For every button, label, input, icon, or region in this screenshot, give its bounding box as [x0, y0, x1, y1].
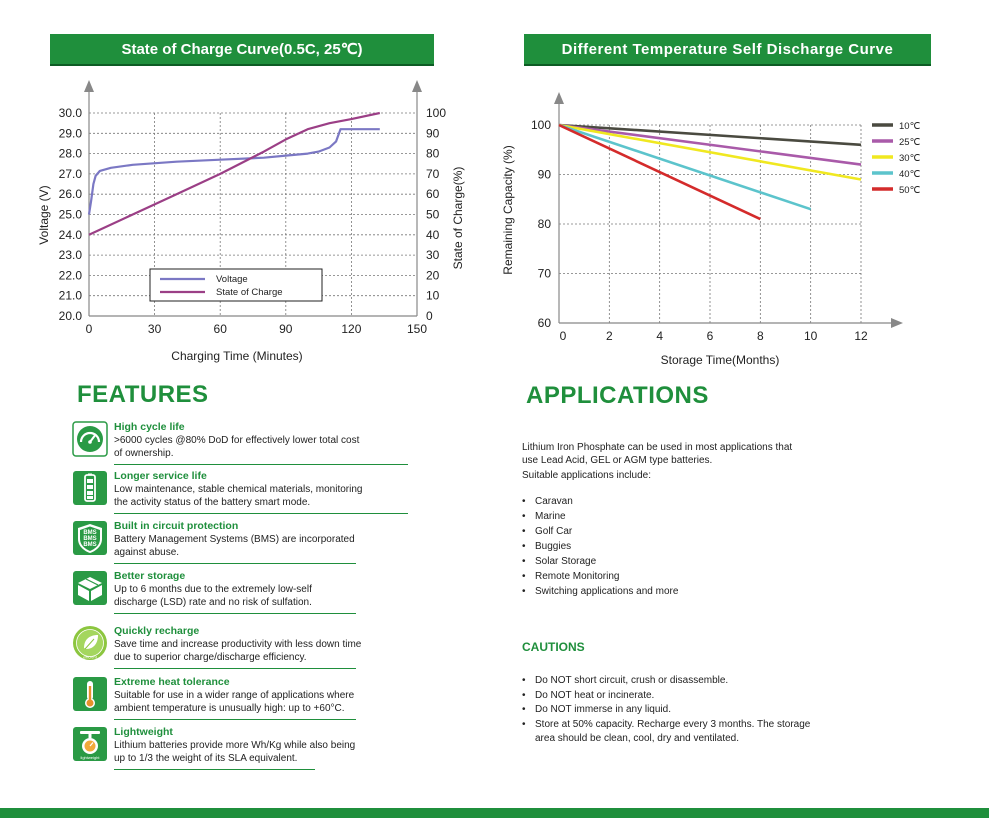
y-left-tick-label: 29.0: [58, 126, 82, 141]
y-tick-label: 90: [537, 167, 551, 182]
y-right-tick-label: 100: [426, 106, 447, 120]
feature-description: [114, 638, 399, 664]
feature-description-line: Low maintenance, stable chemical materials, monitoring: [114, 484, 363, 495]
y-right-tick-label: 50: [426, 207, 440, 222]
feature-description-line: discharge (LSD) rate and no risk of sulfation.: [114, 597, 312, 608]
x-tick-label: 4: [656, 329, 664, 343]
feature-description-line: Suitable for use in a wider range of applications where: [114, 690, 355, 701]
list-item: • Do NOT short circuit, crush or disassemble.: [522, 674, 822, 689]
legend-label: 30℃: [899, 153, 921, 164]
intro-line: use Lead Acid, GEL or AGM type batteries.: [522, 454, 713, 466]
feature-divider: [114, 719, 356, 720]
leaf-icon: [72, 625, 108, 661]
bms-shield-icon: [72, 520, 108, 556]
feature-description-line: Lithium batteries provide more Wh/Kg while also being: [114, 740, 356, 751]
x-tick-label: 60: [213, 322, 227, 336]
legend-label: 10℃: [899, 121, 921, 132]
applications-list: [522, 494, 678, 599]
x-tick-label: 8: [756, 329, 764, 343]
x-axis-arrow: [891, 318, 903, 328]
feature-description-line: due to superior charge/discharge efficiency.: [114, 652, 307, 663]
y-left-tick-label: 24.0: [58, 227, 82, 242]
feature-description-line: Save time and increase productivity with less down time: [114, 639, 362, 650]
x-tick-label: 6: [706, 329, 714, 343]
feature-description-line: Up to 6 months due to the extremely low-self: [114, 584, 312, 595]
feature-description: [114, 533, 399, 559]
y-right-tick-label: 80: [426, 146, 440, 161]
feature-divider: [114, 563, 356, 564]
feature-title: Lightweight: [114, 726, 173, 738]
y-right-tick-label: 90: [426, 126, 440, 141]
cautions-list: [522, 674, 822, 747]
soc-x-axis-label: Charging Time (Minutes): [171, 349, 303, 363]
x-tick-label: 120: [341, 322, 362, 336]
features-heading: FEATURES: [77, 381, 209, 408]
feature-description: [114, 689, 399, 715]
soc-chart: [0, 70, 480, 370]
y-left-tick-label: 23.0: [58, 248, 82, 263]
y-axis-arrow: [554, 92, 564, 104]
y-right-tick-label: 30: [426, 248, 440, 263]
discharge-series-line: [559, 125, 811, 209]
y-right-tick-label: 60: [426, 187, 440, 202]
voltage-series-line: [89, 129, 380, 214]
feature-title: Built in circuit protection: [114, 520, 239, 532]
x-tick-label: 2: [605, 329, 613, 343]
list-item: • Golf Car: [522, 524, 678, 539]
list-item: • Caravan: [522, 494, 678, 509]
feature-description: [114, 583, 399, 609]
discharge-x-axis-label: Storage Time(Months): [660, 353, 780, 367]
svg-text:BMS: BMS: [83, 530, 97, 536]
list-item: • Remote Monitoring: [522, 569, 678, 584]
x-tick-label: 150: [406, 322, 428, 336]
y-left-tick-label: 27.0: [58, 166, 82, 181]
y-left-tick-label: 20.0: [58, 309, 82, 323]
battery-icon: [72, 470, 108, 506]
feature-description-line: Battery Management Systems (BMS) are incorporated: [114, 534, 355, 545]
list-item: • Switching applications and more: [522, 584, 678, 599]
feature-description-line: >6000 cycles @80% DoD for effectively lower total cost: [114, 435, 360, 446]
y-axis-right-arrow: [412, 80, 422, 92]
x-tick-label: 0: [559, 329, 567, 343]
feature-description-line: the activity status of the battery smart mode.: [114, 497, 311, 508]
thermometer-icon: [72, 676, 108, 712]
svg-text:BMS: BMS: [83, 536, 97, 542]
feature-description: [114, 434, 399, 460]
soc-y-axis-label-right: State of Charge(%): [451, 166, 465, 270]
feature-description: [114, 483, 399, 509]
legend-label: 25℃: [899, 137, 921, 148]
cautions-heading: CAUTIONS: [522, 640, 585, 654]
legend-label: 50℃: [899, 185, 921, 196]
y-right-tick-label: 70: [426, 166, 440, 181]
x-tick-label: 12: [854, 329, 868, 343]
feature-divider: [114, 513, 408, 514]
gauge-icon: [72, 421, 108, 457]
soc-chart-banner: State of Charge Curve(0.5C, 25℃): [50, 34, 434, 66]
x-tick-label: 30: [147, 322, 162, 336]
applications-intro: [522, 442, 792, 483]
svg-text:BMS: BMS: [83, 542, 97, 548]
list-item: • Do NOT immerse in any liquid.: [522, 703, 822, 718]
list-item: • Marine: [522, 509, 678, 524]
feature-description: [114, 739, 399, 765]
y-tick-label: 60: [537, 316, 551, 330]
feature-title: Longer service life: [114, 470, 207, 482]
y-right-tick-label: 10: [426, 288, 440, 303]
feature-divider: [114, 464, 408, 465]
y-right-tick-label: 0: [426, 309, 433, 323]
feature-title: Quickly recharge: [114, 625, 200, 637]
y-tick-label: 80: [537, 217, 551, 231]
legend-label: 40℃: [899, 169, 921, 180]
y-left-tick-label: 22.0: [58, 268, 82, 283]
y-tick-label: 70: [537, 266, 551, 281]
intro-line: Suitable applications include:: [522, 470, 651, 481]
x-tick-label: 0: [85, 322, 93, 336]
list-item: • Store at 50% capacity. Recharge every 3 months. The storage area should be clean, cool, dry and ventilated.: [522, 718, 822, 747]
feature-divider: [114, 613, 356, 614]
y-axis-left-arrow: [84, 80, 94, 92]
feature-description-line: of ownership.: [114, 448, 174, 459]
feature-title: Extreme heat tolerance: [114, 676, 230, 688]
list-item: • Do NOT heat or incinerate.: [522, 689, 822, 704]
feature-divider: [114, 769, 315, 770]
svg-text:efficient: efficient: [83, 654, 97, 660]
feature-divider: [114, 668, 356, 669]
y-left-tick-label: 30.0: [58, 106, 82, 120]
y-tick-label: 100: [530, 118, 551, 132]
list-item: • Solar Storage: [522, 554, 678, 569]
feature-description-line: ambient temperature is unusually high: up to +60°C.: [114, 703, 345, 714]
box-icon: [72, 570, 108, 606]
feature-description-line: up to 1/3 the weight of its SLA equivalent.: [114, 753, 298, 764]
soc-y-axis-label-left: Voltage (V): [37, 185, 51, 245]
legend-label: Voltage: [216, 274, 248, 285]
feature-title: Better storage: [114, 570, 186, 582]
scale-icon: [72, 726, 108, 762]
intro-line: Lithium Iron Phosphate can be used in most applications that: [522, 442, 793, 453]
y-left-tick-label: 28.0: [58, 146, 82, 161]
y-left-tick-label: 21.0: [58, 288, 82, 303]
y-left-tick-label: 26.0: [58, 187, 82, 202]
discharge-y-axis-label: Remaining Capacity (%): [501, 145, 515, 275]
y-right-tick-label: 20: [426, 268, 440, 283]
y-right-tick-label: 40: [426, 227, 440, 242]
list-item: • Buggies: [522, 539, 678, 554]
feature-description-line: against abuse.: [114, 547, 180, 558]
x-tick-label: 90: [279, 322, 293, 336]
self-discharge-chart: [480, 70, 960, 370]
y-left-tick-label: 25.0: [58, 207, 82, 222]
legend-label: State of Charge: [216, 287, 283, 298]
feature-title: High cycle life: [114, 421, 185, 433]
svg-text:lightweight: lightweight: [80, 755, 100, 760]
footer-bar: [0, 808, 989, 818]
applications-heading: APPLICATIONS: [526, 382, 709, 409]
self-discharge-chart-banner: Different Temperature Self Discharge Curve: [524, 34, 931, 66]
x-tick-label: 10: [803, 329, 818, 343]
